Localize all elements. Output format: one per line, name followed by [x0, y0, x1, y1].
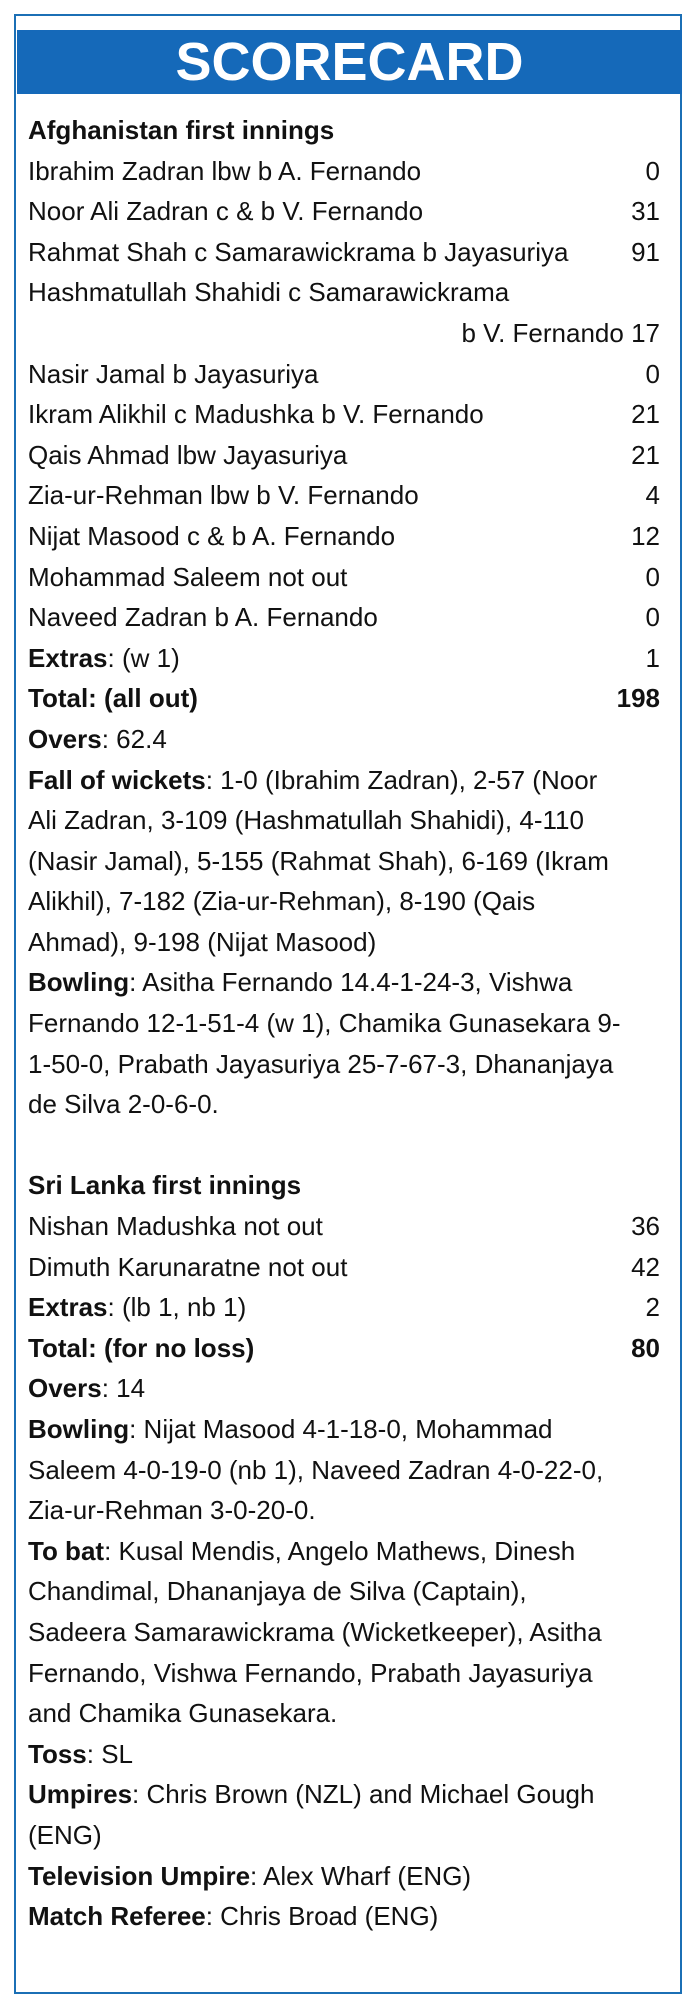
extras-detail: : (w 1) — [107, 642, 180, 673]
toss-label: Toss — [28, 1738, 87, 1769]
tobat-text: Sadeera Samarawickrama (Wicketkeeper), Asitha — [28, 1616, 602, 1647]
total-value: 198 — [616, 683, 660, 714]
sl-bowling — [28, 1409, 660, 1531]
batting-row — [28, 1247, 660, 1288]
extras-row — [28, 1287, 660, 1328]
scorecard-title: SCORECARD — [17, 30, 682, 94]
batting-row — [28, 435, 660, 476]
match-referee-line — [28, 1896, 660, 1937]
batter-runs: 4 — [645, 480, 660, 511]
batter-runs: 21 — [631, 439, 660, 470]
bowling-label: Bowling — [28, 967, 130, 998]
batter-runs: 91 — [631, 236, 660, 267]
batting-row — [28, 354, 660, 395]
batter-runs: 0 — [645, 358, 660, 389]
batter-dismissal: Ikram Alikhil c Madushka b V. Fernando — [28, 399, 484, 430]
batter-dismissal-line2: b V. Fernando 17 — [461, 317, 660, 348]
total-label: Total: (all out) — [28, 683, 198, 714]
overs-label: Overs — [28, 723, 102, 754]
batter-runs: 0 — [645, 561, 660, 592]
total-label: Total: (for no loss) — [28, 1332, 255, 1363]
batter-runs: 36 — [631, 1211, 660, 1242]
batting-row — [28, 557, 660, 598]
tobat-text: Chandimal, Dhananjaya de Silva (Captain), — [28, 1576, 527, 1607]
scorecard-content — [28, 110, 660, 1937]
batter-runs: 31 — [631, 196, 660, 227]
fow-text: Alikhil), 7-182 (Zia-ur-Rehman), 8-190 (Qais — [28, 886, 536, 917]
batter-runs: 42 — [631, 1251, 660, 1282]
batting-row — [28, 597, 660, 638]
bowling-text: : Nijat Masood 4-1-18-0, Mohammad — [129, 1414, 553, 1444]
fow-text: : 1-0 (Ibrahim Zadran), 2-57 (Noor — [205, 764, 598, 795]
toss-value: : SL — [86, 1738, 134, 1769]
bowling-text: : Asitha Fernando 14.4-1-24-3, Vishwa — [129, 967, 573, 998]
batter-dismissal-line1: Hashmatullah Shahidi c Samarawickrama — [28, 277, 510, 308]
batter-dismissal: Naveed Zadran b A. Fernando — [28, 602, 378, 633]
tobat-text: : Kusal Mendis, Angelo Mathews, Dinesh — [104, 1535, 576, 1566]
batting-row — [28, 1206, 660, 1247]
batter-dismissal: Nasir Jamal b Jayasuriya — [28, 358, 319, 389]
bowling-label: Bowling — [28, 1414, 130, 1444]
fow-text: Ali Zadran, 3-109 (Hashmatullah Shahidi), 4-110 — [28, 805, 584, 836]
fow-label: Fall of wickets — [28, 764, 206, 795]
total-value: 80 — [631, 1332, 660, 1363]
batting-row — [28, 232, 660, 273]
umpires — [28, 1774, 660, 1855]
afghanistan-innings-heading: Afghanistan first innings — [28, 115, 335, 145]
batter-dismissal: Qais Ahmad lbw Jayasuriya — [28, 439, 348, 470]
extras-value: 2 — [645, 1292, 660, 1323]
batter-dismissal: Zia-ur-Rehman lbw b V. Fernando — [28, 480, 419, 511]
overs-label: Overs — [28, 1373, 102, 1404]
umpires-text: : Chris Brown (NZL) and Michael Gough — [132, 1779, 595, 1810]
batting-row — [28, 151, 660, 192]
toss-line — [28, 1734, 660, 1775]
batter-runs: 21 — [631, 399, 660, 430]
batting-row — [28, 394, 660, 435]
batter-dismissal: Mohammad Saleem not out — [28, 561, 348, 592]
srilanka-innings-heading: Sri Lanka first innings — [28, 1170, 302, 1201]
extras-label: Extras — [28, 642, 108, 673]
bowling-text: Fernando 12-1-51-4 (w 1), Chamika Gunasekara 9- — [28, 1008, 621, 1039]
extras-label: Extras — [28, 1292, 108, 1323]
batting-row — [28, 475, 660, 516]
batter-runs: 0 — [645, 602, 660, 633]
batter-dismissal: Noor Ali Zadran c & b V. Fernando — [28, 196, 424, 227]
afg-bowling — [28, 962, 660, 1124]
batter-dismissal: Ibrahim Zadran lbw b A. Fernando — [28, 155, 422, 186]
match-referee-value: : Chris Broad (ENG) — [205, 1901, 439, 1932]
fall-of-wickets — [28, 760, 660, 963]
fow-text: (Nasir Jamal), 5-155 (Rahmat Shah), 6-169 (Ikram — [28, 845, 609, 876]
to-bat — [28, 1531, 660, 1734]
overs-value: : 14 — [101, 1373, 146, 1404]
batter-runs: 0 — [645, 155, 660, 186]
extras-value: 1 — [645, 642, 660, 673]
bowling-text: de Silva 2-0-6-0. — [28, 1089, 219, 1120]
batting-row — [28, 516, 660, 557]
total-row — [28, 678, 660, 719]
bowling-text: Saleem 4-0-19-0 (nb 1), Naveed Zadran 4-0-22-0, — [28, 1454, 604, 1485]
section-gap — [28, 1125, 660, 1166]
extras-detail: : (lb 1, nb 1) — [107, 1292, 247, 1323]
bowling-text: 1-50-0, Prabath Jayasuriya 25-7-67-3, Dhananjaya — [28, 1048, 614, 1079]
fow-text: Ahmad), 9-198 (Nijat Masood) — [28, 926, 377, 957]
batter-dismissal: Rahmat Shah c Samarawickrama b Jayasuriya — [28, 236, 569, 267]
match-referee-label: Match Referee — [28, 1901, 206, 1932]
tobat-text: and Chamika Gunasekara. — [28, 1698, 338, 1729]
tv-umpire-line — [28, 1856, 660, 1897]
tv-umpire-value: : Alex Wharf (ENG) — [250, 1860, 472, 1891]
batting-row — [28, 191, 660, 232]
tv-umpire-label: Television Umpire — [28, 1860, 251, 1891]
tobat-text: Fernando, Vishwa Fernando, Prabath Jayasuriya — [28, 1657, 593, 1688]
batter-runs: 12 — [631, 520, 660, 551]
batter-dismissal: Nishan Madushka not out — [28, 1211, 323, 1242]
umpires-label: Umpires — [28, 1779, 133, 1810]
batter-dismissal: Nijat Masood c & b A. Fernando — [28, 520, 396, 551]
overs-value: : 62.4 — [101, 723, 167, 754]
total-row — [28, 1328, 660, 1369]
umpires-text: (ENG) — [28, 1819, 102, 1850]
extras-row — [28, 638, 660, 679]
overs-line — [28, 1368, 660, 1409]
batter-dismissal: Dimuth Karunaratne not out — [28, 1251, 348, 1282]
bowling-text: Zia-ur-Rehman 3-0-20-0. — [28, 1495, 316, 1526]
tobat-label: To bat — [28, 1535, 105, 1566]
overs-line — [28, 719, 660, 760]
